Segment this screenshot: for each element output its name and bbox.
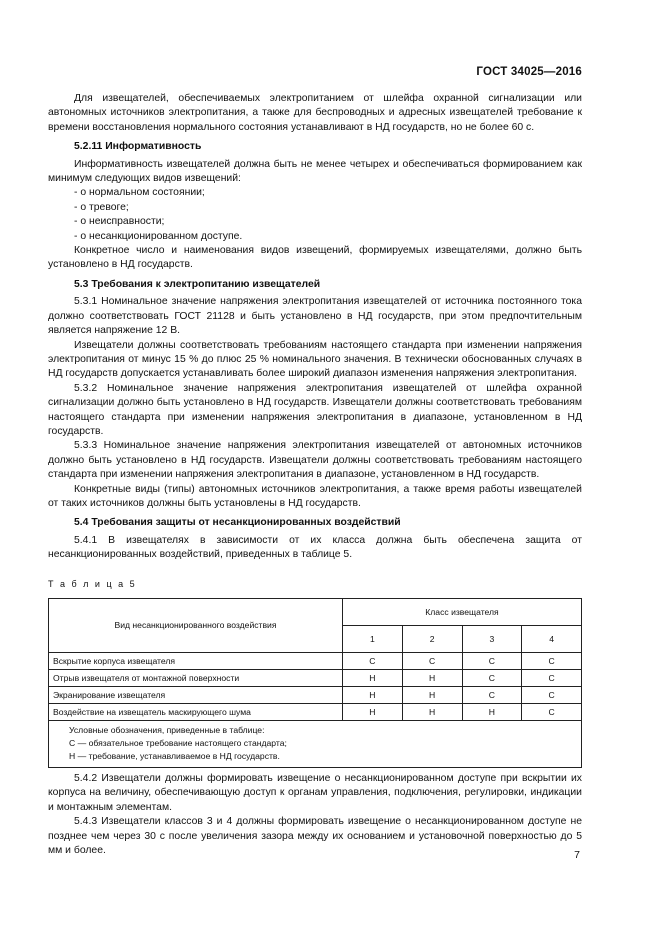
paragraph: Конкретное число и наименования видов извещений, формируемых извещателями, должно быть установлено в НД государств.: [48, 245, 582, 271]
paragraph: Информативность извещателей должна быть не менее четырех и обеспечиваться формированием как минимум следующих видов извещений:: [48, 158, 582, 185]
cell-value: Н: [343, 704, 403, 721]
paragraph: Конкретные виды (типы) автономных источников электропитания, а также время работы извещателей от таких источников должны быть установлены в НД государств.: [48, 483, 582, 509]
paragraph: 5.3.3 Номинальное значение напряжения электропитания извещателей от автономных источников должно быть установлено в НД государств. Извещатели должны соответствовать требованиям настоящего стандарта при изменении напряжения электропитания в диапазоне, установленном в НД государств.: [48, 440, 582, 481]
section-heading-5-3: 5.3 Требования к электропитанию извещателей: [74, 278, 321, 290]
cell-value: Н: [343, 670, 403, 687]
document-header: ГОСТ 34025—2016: [476, 66, 582, 78]
column-header-impact: Вид несанкционированного воздействия: [49, 599, 343, 653]
row-label: Воздействие на извещатель маскирующего шума: [49, 704, 343, 721]
list-item: - о неисправности;: [74, 216, 165, 228]
paragraph: 5.4.3 Извещатели классов 3 и 4 должны формировать извещение о несанкционированном доступе не позднее чем через 30 с после увеличения зазора между их основанием и установочной поверхностью до 5 мм и более.: [48, 816, 582, 857]
list-item: - о нормальном состоянии;: [74, 187, 205, 199]
table-notes: [49, 721, 582, 768]
class-header-1: 1: [343, 626, 403, 653]
cell-value: Н: [402, 670, 462, 687]
row-label: Отрыв извещателя от монтажной поверхности: [49, 670, 343, 687]
cell-value: Н: [402, 687, 462, 704]
cell-value: С: [462, 670, 522, 687]
table-row: [49, 653, 582, 670]
table-note: Условные обозначения, приведенные в таблице:: [69, 725, 265, 735]
paragraph: 5.4.2 Извещатели должны формировать извещение о несанкционированном доступе при вскрытии их корпуса на величину, обеспечивающую доступ к органам управления, подключения, регулировки, индикации и монтажным элементам.: [48, 773, 582, 813]
cell-value: С: [462, 653, 522, 670]
cell-value: С: [343, 653, 403, 670]
paragraph: Для извещателей, обеспечиваемых электропитанием от шлейфа охранной сигнализации или автономных источников электропитания, а также для беспроводных и адресных извещателей требование к времени восстановления нормального состояния устанавливают в НД государств, но не более 60 с.: [48, 93, 582, 133]
cell-value: С: [522, 704, 582, 721]
list-item: - о тревоге;: [74, 201, 129, 213]
row-label: Вскрытие корпуса извещателя: [49, 653, 343, 670]
paragraph: 5.4.1 В извещателях в зависимости от их класса должна быть обеспечена защита от несанкционированных воздействий, приведенных в таблице 5.: [48, 534, 582, 561]
paragraph: 5.3.2 Номинальное значение напряжения электропитания извещателей от шлейфа охранной сигнализации должно быть установлено в НД государств. Извещатели должны соответствовать требованиям настоящего стандарта при изменении напряжения электропитания в диапазоне, установленном в НД государств.: [48, 382, 582, 437]
table-note: С — обязательное требование настоящего стандарта;: [69, 738, 287, 748]
cell-value: С: [522, 687, 582, 704]
cell-value: Н: [402, 704, 462, 721]
cell-value: Н: [343, 687, 403, 704]
paragraph: Извещатели должны соответствовать требованиям настоящего стандарта при изменении напряжения электропитания от минус 15 % до плюс 25 % номинального значения. В технически обоснованных случаях в НД государств допускается устанавливать более широкий диапазон изменения напряжения электропитания.: [48, 339, 582, 380]
cell-value: С: [462, 687, 522, 704]
table-row: [49, 687, 582, 704]
page-number: 7: [574, 849, 580, 861]
section-heading-5-2-11: 5.2.11 Информативность: [74, 141, 202, 153]
column-header-class: Класс извещателя: [343, 599, 582, 626]
cell-value: С: [522, 653, 582, 670]
list-item: - о несанкционированном доступе.: [74, 230, 243, 242]
section-heading-5-4: 5.4 Требования защиты от несанкционированных воздействий: [74, 517, 401, 529]
table-5: [48, 598, 582, 768]
page-content: [48, 92, 582, 858]
cell-value: С: [522, 670, 582, 687]
paragraph: 5.3.1 Номинальное значение напряжения электропитания извещателей от источника постоянного тока должно соответствовать ГОСТ 21128 и быть установлено в НД государств, при этом предпочтительным является напряжение 12 В.: [48, 296, 582, 337]
class-header-3: 3: [462, 626, 522, 653]
table-caption: Т а б л и ц а 5: [48, 578, 137, 589]
class-header-2: 2: [402, 626, 462, 653]
table-row: [49, 704, 582, 721]
cell-value: Н: [462, 704, 522, 721]
table-note: Н — требование, устанавливаемое в НД государств.: [69, 751, 280, 761]
table-row: [49, 670, 582, 687]
class-header-4: 4: [522, 626, 582, 653]
row-label: Экранирование извещателя: [49, 687, 343, 704]
cell-value: С: [402, 653, 462, 670]
